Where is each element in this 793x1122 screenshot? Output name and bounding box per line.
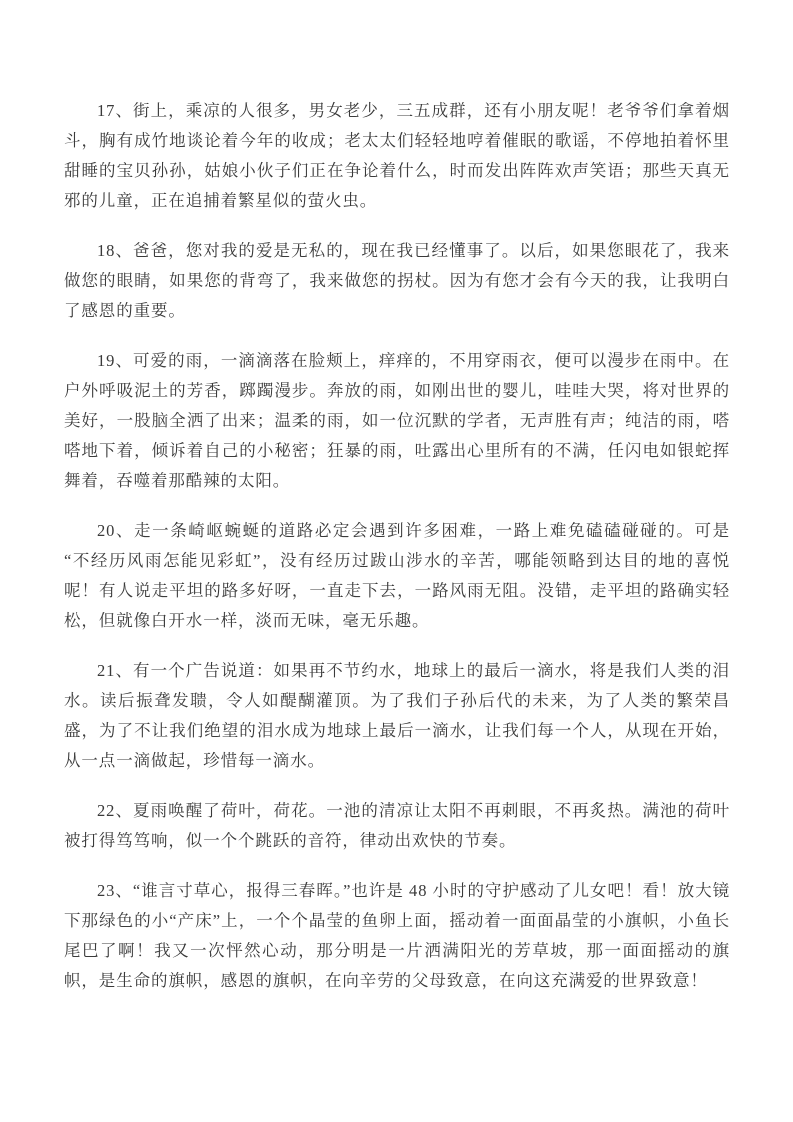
paragraph-21: 21、有一个广告说道：如果再不节约水，地球上的最后一滴水，将是我们人类的泪水。读后振聋发聩，令人如醍醐灌顶。为了我们子孙后代的未来，为了人类的繁荣昌盛，为了不让我们绝望的泪水成为地球上最后一滴水，让我们每一个人，从现在开始，从一点一滴做起，珍惜每一滴水。 bbox=[64, 661, 730, 770]
paragraph-18: 18、爸爸，您对我的爱是无私的，现在我已经懂事了。以后，如果您眼花了，我来做您的眼睛，如果您的背弯了，我来做您的拐杖。因为有您才会有今天的我，让我明白了感恩的重要。 bbox=[64, 241, 730, 320]
document-body bbox=[64, 96, 730, 996]
paragraph-22: 22、夏雨唤醒了荷叶，荷花。一池的清凉让太阳不再刺眼，不再炙热。满池的荷叶被打得笃笃响，似一个个跳跃的音符，律动出欢快的节奏。 bbox=[64, 801, 730, 850]
paragraph-17: 17、街上，乘凉的人很多，男女老少，三五成群，还有小朋友呢！老爷爷们拿着烟斗，胸有成竹地谈论着今年的收成；老太太们轻轻地哼着催眠的歌谣，不停地拍着怀里甜睡的宝贝孙孙，姑娘小伙子们正在争论着什么，时而发出阵阵欢声笑语；那些天真无邪的儿童，正在追捕着繁星似的萤火虫。 bbox=[64, 101, 730, 210]
paragraph-23: 23、“谁言寸草心，报得三春晖。”也许是 48 小时的守护感动了儿女吧！看！放大镜下那绿色的小“产床”上，一个个晶莹的鱼卵上面，摇动着一面面晶莹的小旗帜，小鱼长尾巴了啊！我又一次怦然心动，那分明是一片洒满阳光的芳草坡，那一面面摇动的旗帜，是生命的旗帜，感恩的旗帜，在向辛劳的父母致意，在向这充满爱的世界致意！ bbox=[64, 881, 730, 990]
paragraph-19: 19、可爱的雨，一滴滴落在脸颊上，痒痒的，不用穿雨衣，便可以漫步在雨中。在户外呼吸泥土的芳香，踯躅漫步。奔放的雨，如刚出世的婴儿，哇哇大哭，将对世界的美好，一股脑全洒了出来；温柔的雨，如一位沉默的学者，无声胜有声；纯洁的雨，嗒嗒地下着，倾诉着自己的小秘密；狂暴的雨，吐露出心里所有的不满，任闪电如银蛇挥舞着，吞噬着那酷辣的太阳。 bbox=[64, 351, 730, 490]
paragraph-20: 20、走一条崎岖蜿蜒的道路必定会遇到许多困难，一路上难免磕磕碰碰的。可是“不经历风雨怎能见彩虹”，没有经历过跋山涉水的辛苦，哪能领略到达目的地的喜悦呢！有人说走平坦的路多好呀，一直走下去，一路风雨无阻。没错，走平坦的路确实轻松，但就像白开水一样，淡而无味，毫无乐趣。 bbox=[64, 521, 730, 630]
